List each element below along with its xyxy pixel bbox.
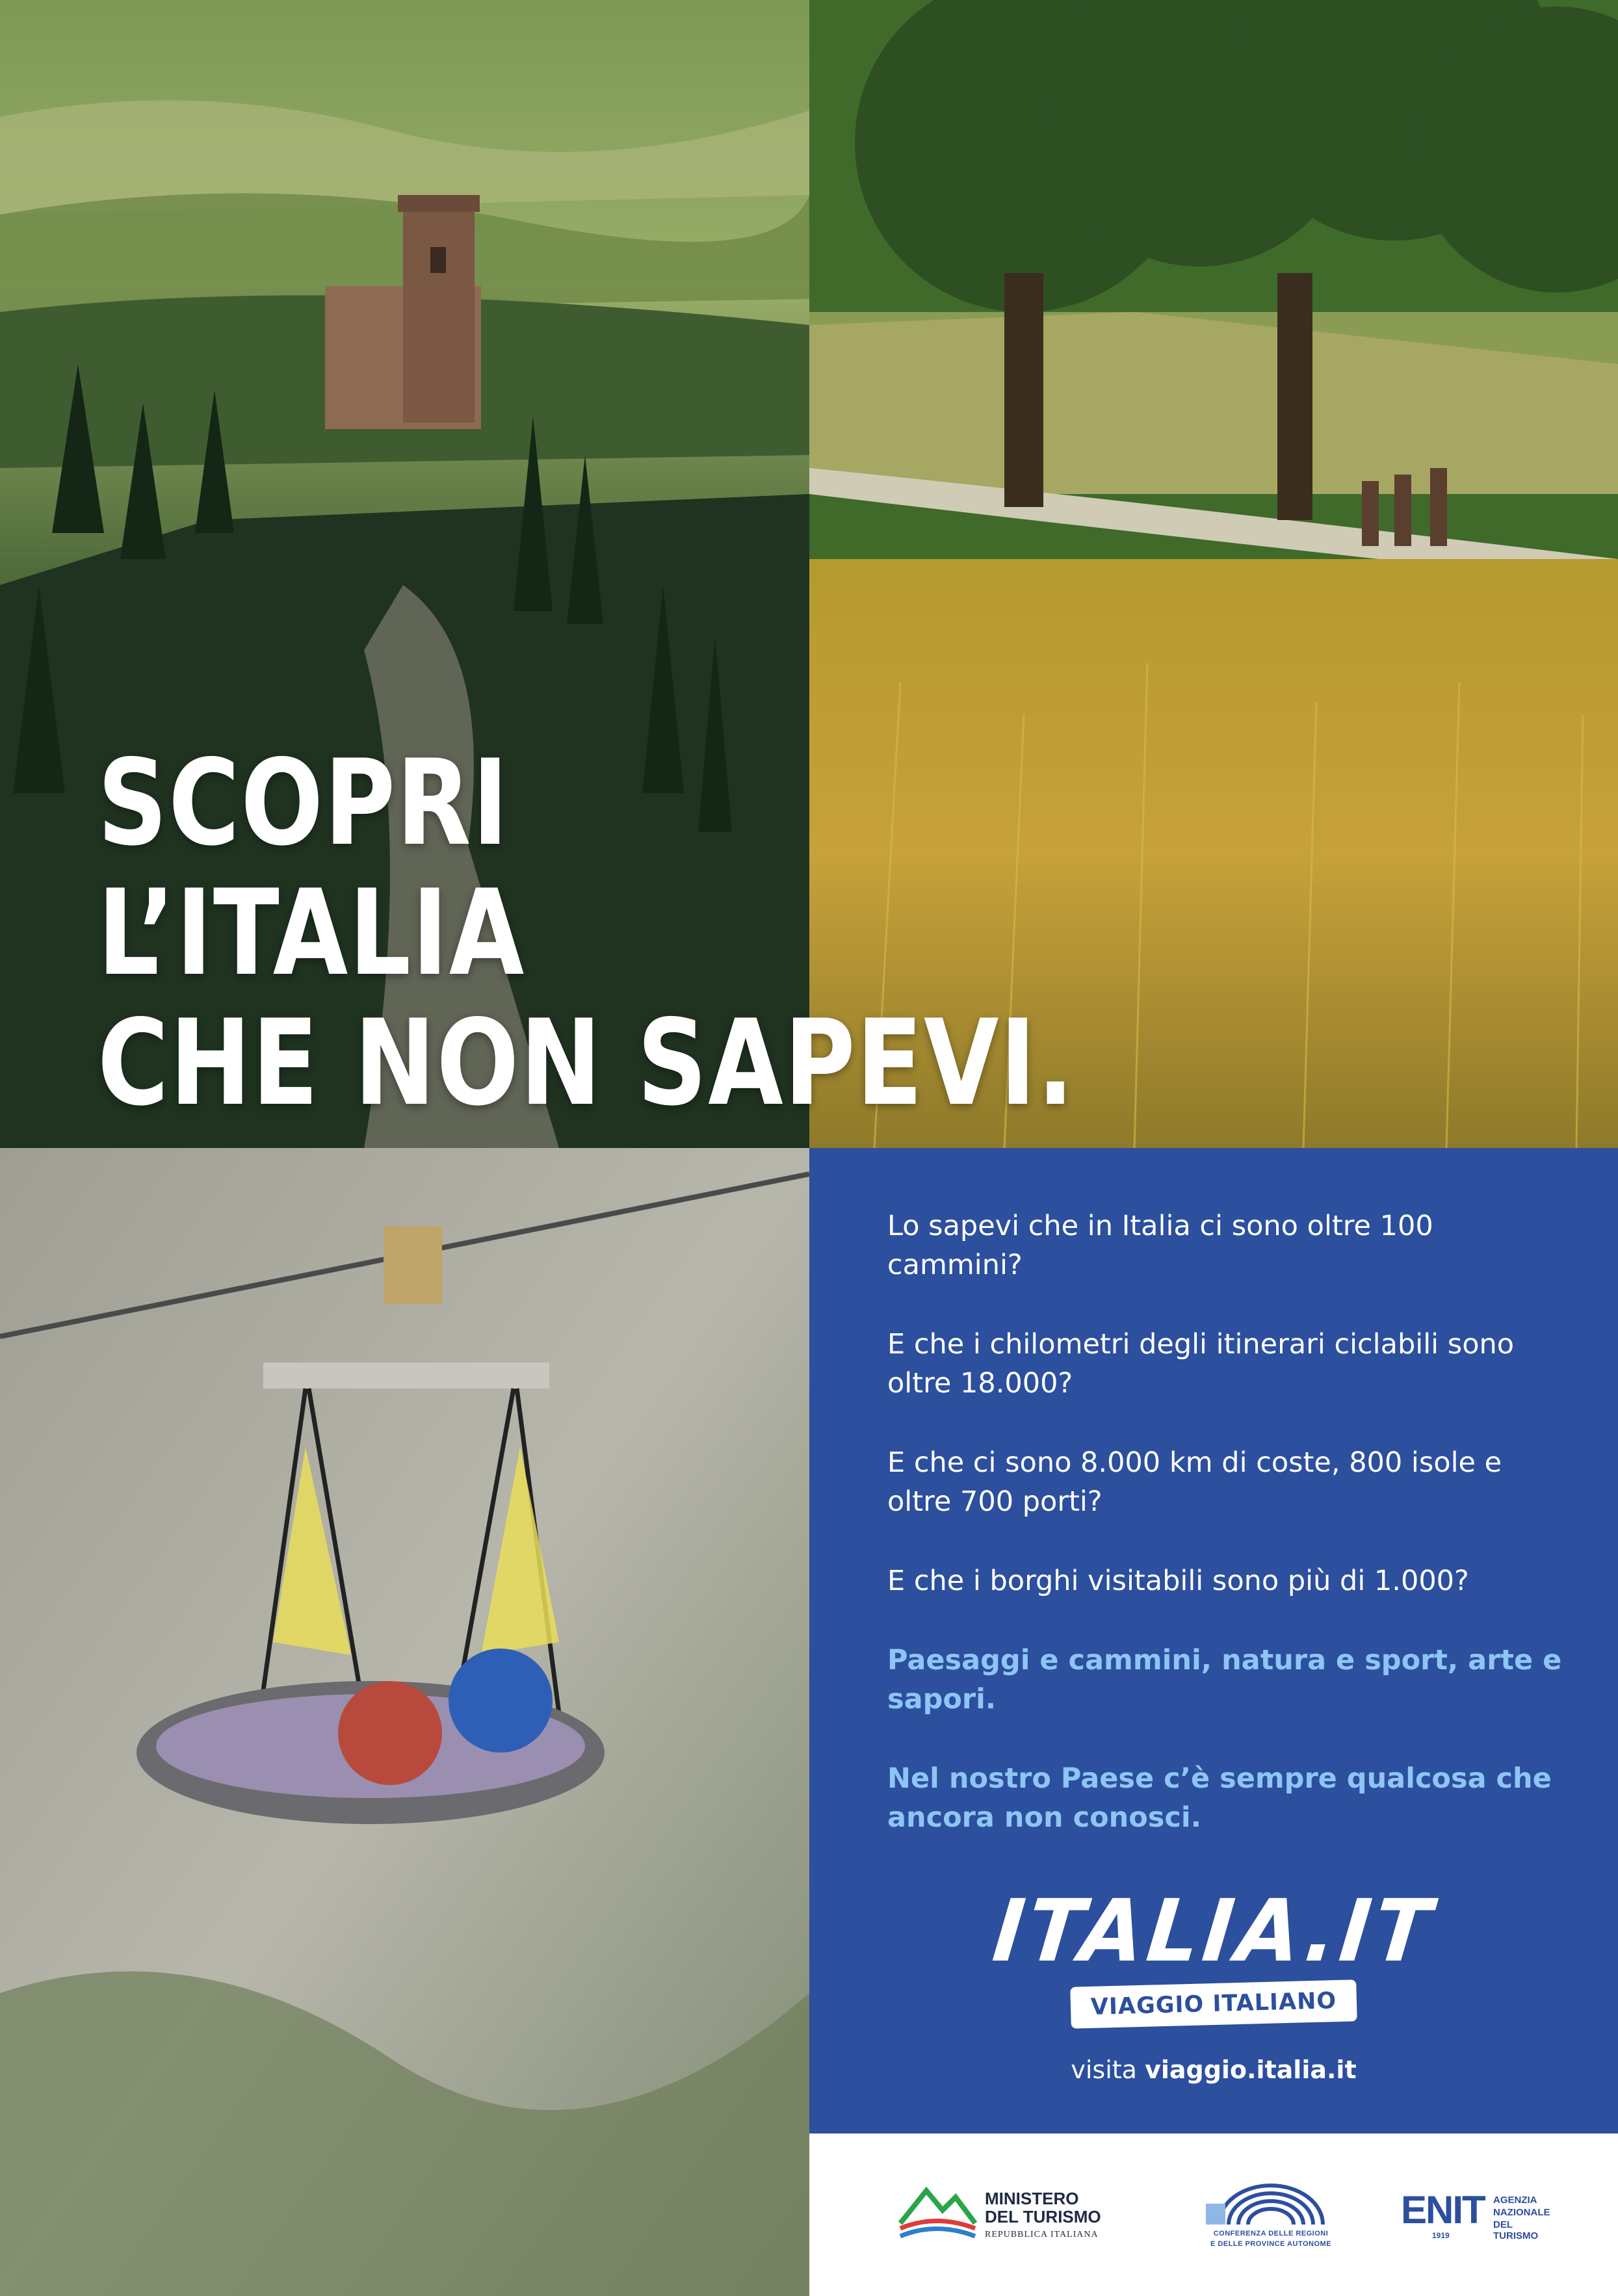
headline (98, 734, 1075, 1132)
ministero-line-3: REPUBBLICA ITALIANA (985, 2230, 1099, 2239)
brand-url-line (809, 2054, 1618, 2086)
conferenza-line-1: CONFERENZA DELLE REGIONI (1213, 2230, 1329, 2237)
headline-line-3: CHE NON SAPEVI. (98, 994, 1075, 1132)
italia-it-logo: ITALIA.IT (988, 1881, 1439, 1981)
highlight-nostro-paese: Nel nostro Paese c’è sempre qualcosa che ancora non conosci. (887, 1762, 1552, 1834)
conferenza-line-2: E DELLE PROVINCE AUTONOME (1210, 2240, 1332, 2248)
enit-logo (1401, 2178, 1550, 2256)
photo-zipline-riders (0, 1148, 809, 2296)
fact-cammini: Lo sapevi che in Italia ci sono oltre 100 cammini? (887, 1210, 1433, 1281)
arch-icon (1186, 2178, 1355, 2230)
enit-year: 1919 (1432, 2231, 1450, 2240)
fact-coste: E che ci sono 8.000 km di coste, 800 isole e oltre 700 porti? (887, 1446, 1502, 1518)
highlight-paesaggi: Paesaggi e cammini, natura e sport, arte e sapori. (887, 1644, 1562, 1715)
headline-line-1: SCOPRI (98, 734, 510, 872)
info-text (887, 1207, 1563, 1877)
enit-line-1: AGENZIA (1493, 2195, 1537, 2206)
ministero-line-1: MINISTERO (985, 2189, 1079, 2208)
mountain-wave-icon (894, 2178, 978, 2243)
enit-mark: ENIT (1401, 2188, 1485, 2232)
ministero-turismo-logo (894, 2178, 1128, 2256)
headline-line-2: L’ITALIA (98, 864, 525, 1002)
info-panel (809, 1148, 1618, 2133)
conferenza-regioni-logo (1186, 2178, 1355, 2256)
fact-ciclabili: E che i chilometri degli itinerari ciclabili sono oltre 18.000? (887, 1328, 1515, 1400)
ministero-line-2: DEL TURISMO (985, 2207, 1101, 2226)
enit-line-2: NAZIONALE (1493, 2207, 1550, 2218)
website-link[interactable]: viaggio.italia.it (1145, 2055, 1357, 2084)
enit-line-3: DEL TURISMO (1493, 2219, 1539, 2241)
fact-borghi: E che i borghi visitabili sono più di 1.000? (887, 1565, 1469, 1597)
url-prefix: visita (1071, 2055, 1137, 2084)
brand-block (809, 1881, 1618, 2086)
viaggio-italiano-tag: VIAGGIO ITALIANO (1070, 1979, 1357, 2028)
sponsor-footer (809, 2133, 1618, 2296)
